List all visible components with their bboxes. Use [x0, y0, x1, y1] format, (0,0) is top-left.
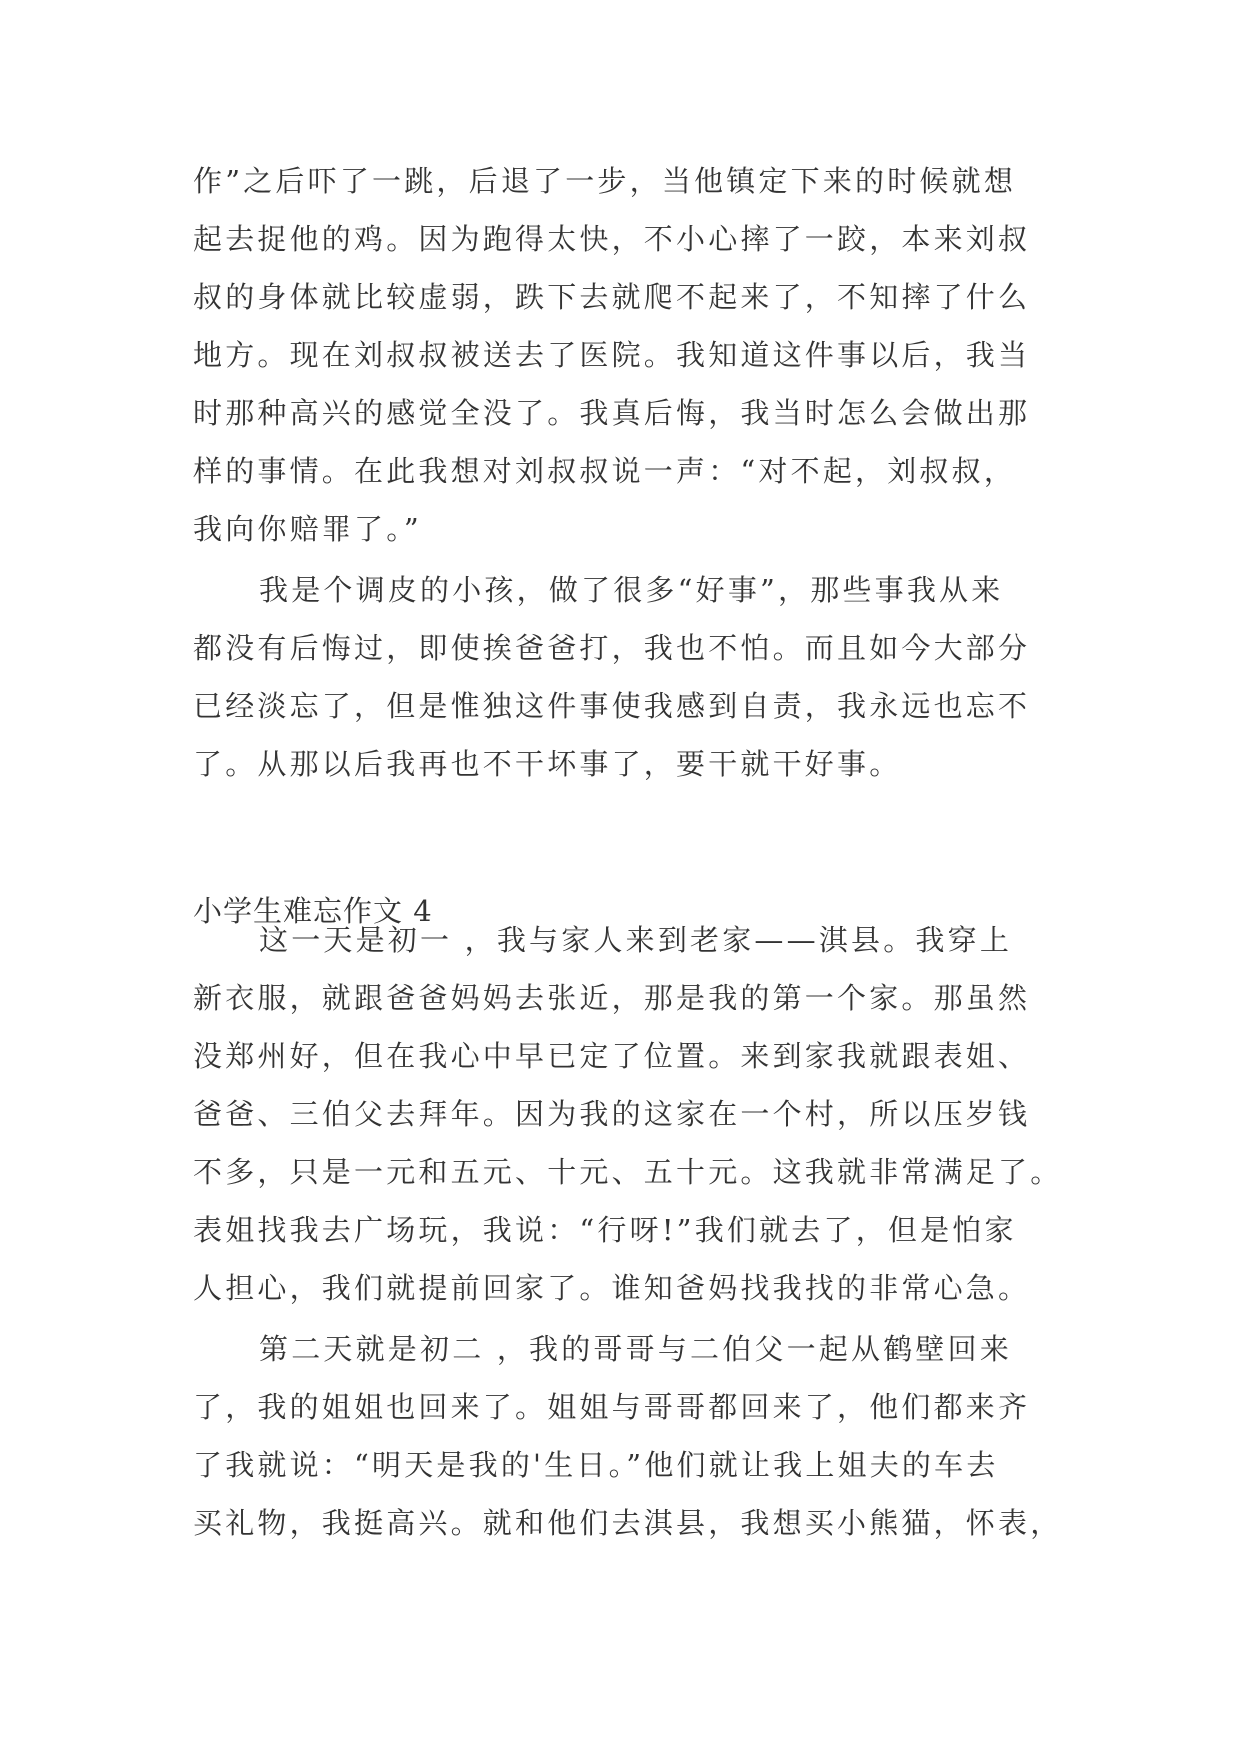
text-line: 人担心，我们就提前回家了。谁知爸妈找我找的非常心急。 [193, 1271, 1031, 1305]
text-line: 样的事情。在此我想对刘叔叔说一声：“对不起，刘叔叔， [193, 454, 1017, 488]
text-line: 表姐找我去广场玩，我说：“行呀!”我们就去了，但是怕家 [193, 1213, 1017, 1247]
text-line: 了，我的姐姐也回来了。姐姐与哥哥都回来了，他们都来齐 [193, 1390, 1031, 1424]
paragraph-continued [193, 152, 1053, 558]
text-line: 都没有后悔过，即使挨爸爸打，我也不怕。而且如今大部分 [193, 631, 1031, 665]
text-line: 已经淡忘了，但是惟独这件事使我感到自责，我永远也忘不 [193, 689, 1031, 723]
text-line: 没郑州好，但在我心中早已定了位置。来到家我就跟表姐、 [193, 1039, 1031, 1073]
text-line: 第二天就是初二 ，我的哥哥与二伯父一起从鹤壁回来 [259, 1332, 1013, 1366]
paragraph-new-year-day-two [193, 1320, 1063, 1552]
text-line: 了我就说：“明天是我的'生日。”他们就让我上姐夫的车去 [193, 1448, 999, 1482]
text-line: 了。从那以后我再也不干坏事了，要干就干好事。 [193, 747, 902, 781]
section-heading: 小学生难忘作文 4 [193, 894, 433, 928]
text-line: 我向你赔罪了。” [193, 512, 422, 546]
text-line: 地方。现在刘叔叔被送去了医院。我知道这件事以后，我当 [193, 338, 1031, 372]
text-line: 我是个调皮的小孩，做了很多“好事”，那些事我从来 [259, 573, 1004, 607]
text-line: 爸爸、三伯父去拜年。因为我的这家在一个村，所以压岁钱 [193, 1097, 1031, 1131]
paragraph-reflection [193, 561, 1053, 793]
text-line: 叔的身体就比较虚弱，跌下去就爬不起来了，不知摔了什么 [193, 280, 1031, 314]
paragraph-new-year-day-one [193, 911, 1063, 1317]
text-line: 起去捉他的鸡。因为跑得太快，不小心摔了一跤，本来刘叔 [193, 222, 1031, 256]
text-line: 这一天是初一 ，我与家人来到老家——淇县。我穿上 [259, 923, 1013, 957]
text-line: 买礼物，我挺高兴。就和他们去淇县，我想买小熊猫，怀表， [193, 1506, 1063, 1540]
text-line: 时那种高兴的感觉全没了。我真后悔，我当时怎么会做出那 [193, 396, 1031, 430]
text-line: 新衣服，就跟爸爸妈妈去张近，那是我的第一个家。那虽然 [193, 981, 1031, 1015]
text-line: 作”之后吓了一跳，后退了一步，当他镇定下来的时候就想 [193, 164, 1017, 198]
text-line: 不多，只是一元和五元、十元、五十元。这我就非常满足了。 [193, 1155, 1063, 1189]
